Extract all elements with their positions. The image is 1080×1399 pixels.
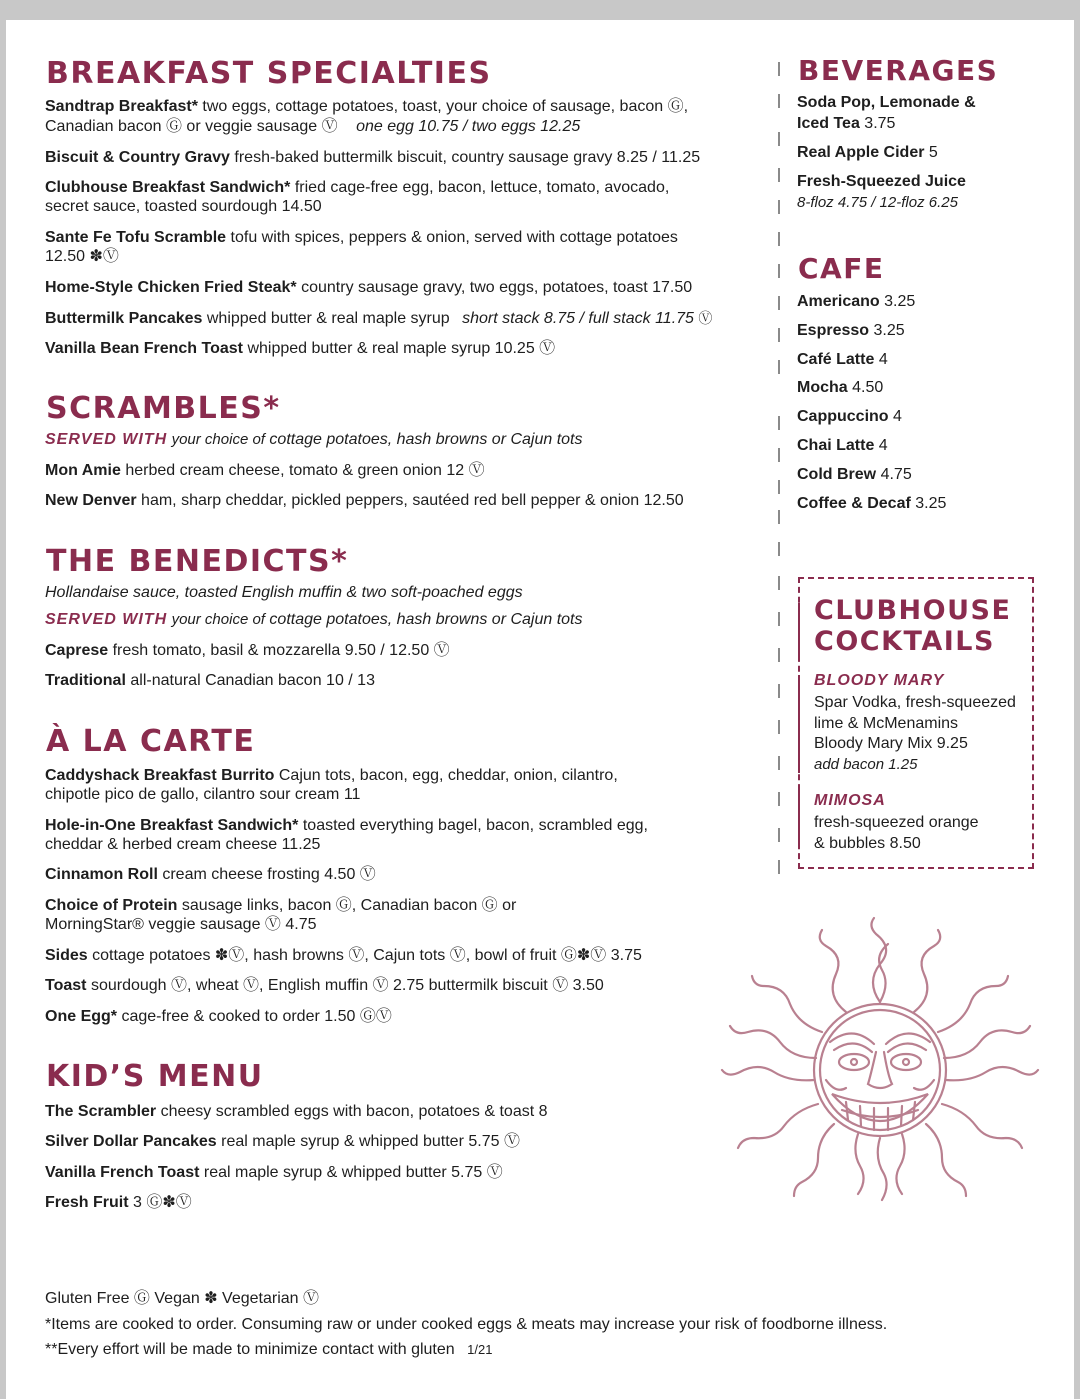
menu-item-cont bbox=[45, 785, 360, 805]
item-desc: sourdough Ⓥ, wheat Ⓥ, English muffin Ⓥ 2.75 buttermilk biscuit Ⓥ 3.50 bbox=[90, 977, 604, 994]
kids-title: KID’S MENU bbox=[46, 1059, 264, 1094]
divider-dash bbox=[778, 860, 780, 874]
served-options: cottage potatoes, hash browns or Cajun tots bbox=[269, 611, 583, 628]
item-desc: ham, sharp cheddar, pickled peppers, sautéed red bell pepper & onion 12.50 bbox=[141, 492, 684, 509]
divider-dash bbox=[778, 510, 780, 524]
menu-item-cont bbox=[45, 247, 119, 267]
item-desc: cream cheese frosting 4.50 Ⓥ bbox=[162, 866, 376, 883]
item-name: Soda Pop, Lemonade & bbox=[797, 94, 976, 111]
cafe-item bbox=[797, 494, 946, 514]
item-desc: toasted everything bagel, bacon, scrambled egg, bbox=[302, 817, 648, 834]
item-name: Café Latte bbox=[797, 351, 875, 368]
item-name: Mocha bbox=[797, 379, 848, 396]
item-price: 3.25 bbox=[873, 322, 905, 339]
mimosa-title: MIMOSA bbox=[814, 792, 886, 809]
item-name: Home-Style Chicken Fried Steak* bbox=[45, 279, 297, 296]
item-desc: country sausage gravy, two eggs, potatoes, toast 17.50 bbox=[301, 279, 693, 296]
divider-dash bbox=[778, 94, 780, 108]
bloody-mary-title: BLOODY MARY bbox=[814, 672, 945, 689]
item-price: 4 bbox=[893, 408, 902, 425]
cafe-item bbox=[797, 321, 905, 341]
divider-dash bbox=[778, 328, 780, 342]
item-desc: real maple syrup & whipped butter 5.75 Ⓥ bbox=[203, 1164, 503, 1181]
menu-item bbox=[45, 1163, 503, 1183]
item-name: The Scrambler bbox=[45, 1103, 157, 1120]
alacarte-title: À LA CARTE bbox=[46, 724, 256, 759]
menu-item bbox=[45, 97, 688, 117]
menu-page bbox=[6, 20, 1074, 1399]
item-name-2: Iced Tea bbox=[797, 115, 860, 132]
menu-item bbox=[45, 976, 604, 996]
item-name: Real Apple Cider bbox=[797, 144, 925, 161]
item-desc-2: 12.50 ✽Ⓥ bbox=[45, 248, 119, 265]
divider-dash bbox=[778, 200, 780, 214]
item-name: Biscuit & Country Gravy bbox=[45, 149, 230, 166]
menu-item-cont bbox=[45, 197, 322, 217]
divider-dash bbox=[778, 168, 780, 182]
item-price: 4 bbox=[878, 437, 888, 454]
menu-item bbox=[45, 461, 485, 481]
item-price: one egg 10.75 / two eggs 12.25 bbox=[356, 118, 581, 135]
item-desc-2: chipotle pico de gallo, cilantro sour cream 11 bbox=[45, 786, 361, 803]
item-name: Fresh Fruit bbox=[45, 1194, 129, 1211]
item-name: Buttermilk Pancakes bbox=[45, 310, 203, 327]
menu-item bbox=[45, 641, 450, 661]
sun-logo-icon bbox=[718, 912, 1042, 1202]
divider-dash bbox=[778, 360, 780, 374]
served-with bbox=[45, 430, 583, 450]
item-price: 4.75 bbox=[880, 466, 912, 483]
served-text: your choice of bbox=[171, 611, 265, 628]
item-price: 4 bbox=[878, 351, 888, 368]
item-desc: whipped butter & real maple syrup bbox=[206, 310, 450, 327]
item-name: Cinnamon Roll bbox=[45, 866, 158, 883]
served-label: SERVED WITH bbox=[45, 431, 168, 448]
item-price: 3.25 bbox=[915, 495, 947, 512]
item-name: Caddyshack Breakfast Burrito bbox=[45, 767, 275, 784]
menu-item bbox=[45, 766, 618, 786]
divider-dash bbox=[778, 576, 780, 590]
beverages-title: BEVERAGES bbox=[798, 54, 999, 87]
menu-item bbox=[45, 228, 678, 248]
menu-item bbox=[45, 308, 712, 329]
accent-bar bbox=[798, 790, 800, 848]
cafe-title: CAFE bbox=[798, 252, 885, 285]
menu-item-cont bbox=[45, 835, 320, 855]
item-name: Cold Brew bbox=[797, 466, 877, 483]
beverage-item bbox=[797, 172, 966, 192]
item-name: Sides bbox=[45, 947, 88, 964]
item-name: Chai Latte bbox=[797, 437, 875, 454]
item-price: 3.25 bbox=[884, 293, 916, 310]
cocktail-desc: Bloody Mary Mix 9.25 bbox=[814, 735, 968, 752]
cocktails-title-1: CLUBHOUSE bbox=[814, 595, 1012, 626]
cafe-item bbox=[797, 292, 915, 312]
accent-bar bbox=[798, 675, 800, 773]
item-desc: fresh tomato, basil & mozzarella 9.50 / 12.50 Ⓥ bbox=[112, 642, 450, 659]
item-price: 5 bbox=[928, 144, 938, 161]
item-price: 4.50 bbox=[852, 379, 884, 396]
served-options: cottage potatoes, hash browns or Cajun tots bbox=[269, 431, 583, 448]
item-price: short stack 8.75 / full stack 11.75 bbox=[462, 310, 694, 327]
item-desc-2: MorningStar® veggie sausage Ⓥ 4.75 bbox=[45, 916, 317, 933]
beverage-item-cont bbox=[797, 114, 895, 134]
divider-dash bbox=[778, 232, 780, 246]
item-desc: herbed cream cheese, tomato & green onion 12 Ⓥ bbox=[125, 462, 485, 479]
menu-date: 1/21 bbox=[467, 1342, 493, 1357]
item-name: Traditional bbox=[45, 672, 126, 689]
item-desc: fresh-baked buttermilk biscuit, country sausage gravy 8.25 / 11.25 bbox=[234, 149, 701, 166]
item-name: Vanilla French Toast bbox=[45, 1164, 200, 1181]
item-name: Silver Dollar Pancakes bbox=[45, 1133, 217, 1150]
item-desc: sausage links, bacon Ⓖ, Canadian bacon Ⓖ or bbox=[181, 897, 517, 914]
item-desc: 3 Ⓖ✽Ⓥ bbox=[133, 1194, 192, 1211]
breakfast-title: BREAKFAST SPECIALTIES bbox=[46, 56, 492, 91]
menu-item bbox=[45, 1132, 520, 1152]
divider-dash bbox=[778, 448, 780, 462]
menu-item bbox=[45, 1102, 548, 1122]
item-name: Coffee & Decaf bbox=[797, 495, 911, 512]
scrambles-title: SCRAMBLES* bbox=[46, 391, 281, 426]
served-text: your choice of bbox=[171, 431, 265, 448]
item-desc-2: secret sauce, toasted sourdough 14.50 bbox=[45, 198, 322, 215]
served-label: SERVED WITH bbox=[45, 611, 168, 628]
menu-item bbox=[45, 339, 555, 359]
item-name: Fresh-Squeezed Juice bbox=[797, 173, 966, 190]
cafe-item bbox=[797, 378, 883, 398]
item-desc-2: cheddar & herbed cream cheese 11.25 bbox=[45, 836, 321, 853]
item-desc: Cajun tots, bacon, egg, cheddar, onion, cilantro, bbox=[278, 767, 618, 784]
item-desc-2: Canadian bacon Ⓖ or veggie sausage Ⓥ bbox=[45, 118, 338, 135]
benedicts-title: THE BENEDICTS* bbox=[46, 544, 349, 579]
menu-item bbox=[45, 1193, 192, 1213]
vegetarian-icon: Ⓥ bbox=[698, 310, 713, 326]
cocktail-desc: & bubbles 8.50 bbox=[814, 835, 921, 852]
item-name: Sante Fe Tofu Scramble bbox=[45, 229, 227, 246]
item-name: New Denver bbox=[45, 492, 137, 509]
cafe-item bbox=[797, 465, 912, 485]
item-desc: real maple syrup & whipped butter 5.75 Ⓥ bbox=[221, 1133, 520, 1150]
item-desc: whipped butter & real maple syrup 10.25 Ⓥ bbox=[247, 340, 556, 357]
item-name: Hole-in-One Breakfast Sandwich* bbox=[45, 817, 299, 834]
menu-item bbox=[45, 946, 642, 966]
divider-dash bbox=[778, 264, 780, 278]
item-name: Sandtrap Breakfast* bbox=[45, 98, 198, 115]
cocktail-desc: fresh-squeezed orange bbox=[814, 814, 979, 831]
cafe-item bbox=[797, 407, 902, 427]
menu-item bbox=[45, 816, 648, 836]
item-name: Americano bbox=[797, 293, 880, 310]
item-name: Mon Amie bbox=[45, 462, 121, 479]
accent-bar bbox=[798, 603, 800, 661]
item-desc: all-natural Canadian bacon 10 / 13 bbox=[130, 672, 375, 689]
divider-dash bbox=[778, 480, 780, 494]
divider-dash bbox=[778, 612, 780, 626]
dietary-legend: Gluten Free Ⓖ Vegan ✽ Vegetarian Ⓥ bbox=[45, 1290, 320, 1307]
item-desc: cottage potatoes ✽Ⓥ, hash browns Ⓥ, Cajun tots Ⓥ, bowl of fruit Ⓖ✽Ⓥ 3.75 bbox=[92, 947, 642, 964]
item-name: Caprese bbox=[45, 642, 109, 659]
divider-dash bbox=[778, 648, 780, 662]
item-desc: tofu with spices, peppers & onion, served with cottage potatoes bbox=[230, 229, 678, 246]
cafe-item bbox=[797, 436, 888, 456]
divider-dash bbox=[778, 296, 780, 310]
menu-item bbox=[45, 896, 516, 916]
cafe-item bbox=[797, 350, 888, 370]
cocktail-addon: add bacon 1.25 bbox=[814, 756, 918, 773]
item-name: One Egg* bbox=[45, 1008, 118, 1025]
item-desc: fried cage-free egg, bacon, lettuce, tomato, avocado, bbox=[294, 179, 670, 196]
item-name: Clubhouse Breakfast Sandwich* bbox=[45, 179, 291, 196]
beverage-item bbox=[797, 93, 976, 113]
item-price: 8-floz 4.75 / 12-floz 6.25 bbox=[797, 194, 958, 211]
divider-dash bbox=[778, 62, 780, 76]
divider-dash bbox=[778, 684, 780, 698]
menu-item bbox=[45, 1007, 392, 1027]
item-name: Cappuccino bbox=[797, 408, 889, 425]
divider-dash bbox=[778, 792, 780, 806]
served-with bbox=[45, 610, 583, 630]
item-name: Choice of Protein bbox=[45, 897, 178, 914]
footer-note bbox=[45, 1340, 492, 1360]
cocktails-title-2: COCKTAILS bbox=[814, 626, 995, 657]
divider-dash bbox=[778, 542, 780, 556]
item-name: Toast bbox=[45, 977, 87, 994]
item-price: 3.75 bbox=[864, 115, 896, 132]
menu-item bbox=[45, 178, 669, 198]
menu-item bbox=[45, 671, 375, 691]
item-desc: cage-free & cooked to order 1.50 ⒼⓋ bbox=[121, 1008, 392, 1025]
beverage-item bbox=[797, 143, 938, 163]
menu-item-cont bbox=[45, 915, 317, 935]
footer-note: *Items are cooked to order. Consuming raw or under cooked eggs & meats may increase your risk of foodborne illness. bbox=[45, 1316, 888, 1333]
menu-item bbox=[45, 865, 376, 885]
divider-dash bbox=[778, 132, 780, 146]
menu-item bbox=[45, 491, 684, 511]
item-desc: cheesy scrambled eggs with bacon, potatoes & toast 8 bbox=[160, 1103, 548, 1120]
menu-item-cont bbox=[45, 117, 580, 137]
item-desc: two eggs, cottage potatoes, toast, your choice of sausage, bacon Ⓖ, bbox=[202, 98, 689, 115]
item-name: Espresso bbox=[797, 322, 870, 339]
benedicts-subtitle: Hollandaise sauce, toasted English muffin & two soft-poached eggs bbox=[45, 584, 523, 601]
cocktail-desc: lime & McMenamins bbox=[814, 715, 959, 732]
menu-item bbox=[45, 278, 692, 298]
divider-dash bbox=[778, 720, 780, 734]
divider-dash bbox=[778, 756, 780, 770]
item-name: Vanilla Bean French Toast bbox=[45, 340, 243, 357]
gluten-note: **Every effort will be made to minimize contact with gluten bbox=[45, 1341, 455, 1358]
beverage-item-cont bbox=[797, 193, 958, 213]
divider-dash bbox=[778, 416, 780, 430]
menu-item bbox=[45, 148, 700, 168]
cocktail-desc: Spar Vodka, fresh-squeezed bbox=[814, 694, 1016, 711]
divider-dash bbox=[778, 828, 780, 842]
